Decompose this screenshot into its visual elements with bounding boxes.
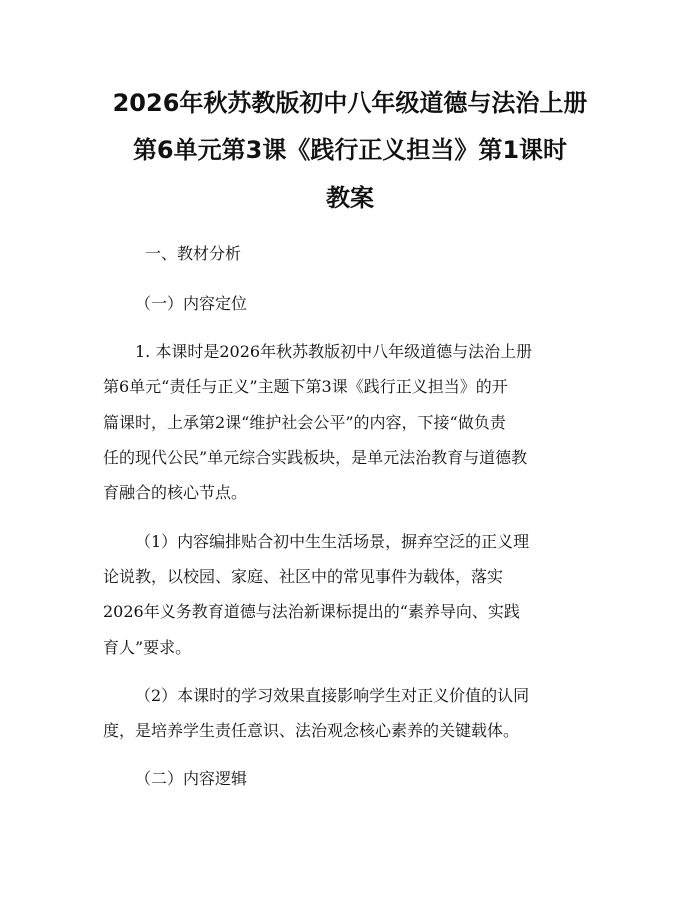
document-title-line-2: 第6单元第3课《践行正义担当》第1课时	[132, 136, 568, 164]
paragraph-2-line: 论说教，以校园、家庭、社区中的常见事件为载体，落实	[103, 567, 504, 586]
section-heading-teaching-material-analysis: 一、教材分析	[145, 244, 242, 263]
subsection-heading-content-positioning: （一）内容定位	[135, 294, 248, 313]
document-title-line-1: 2026年秋苏教版初中八年级道德与法治上册	[112, 89, 588, 117]
paragraph-3-line: 度，是培养学生责任意识、法治观念核心素养的关键载体。	[103, 721, 520, 740]
paragraph-1-line: 任的现代公民”单元综合实践板块，是单元法治教育与道德教	[103, 448, 528, 467]
paragraph-1-line: 1. 本课时是2026年秋苏教版初中八年级道德与法治上册	[135, 342, 533, 361]
paragraph-2-line: 育人”要求。	[103, 638, 192, 657]
paragraph-1-line: 育融合的核心节点。	[103, 483, 248, 502]
paragraph-2-line: 2026年义务教育道德与法治新课标提出的“素养导向、实践	[103, 602, 520, 621]
document-title-line-3: 教案	[326, 184, 374, 212]
paragraph-2-line: （1）内容编排贴合初中生生活场景，摒弃空泛的正义理	[135, 532, 530, 551]
paragraph-1-line: 篇课时，上承第2课“维护社会公平”的内容，下接“做负责	[103, 413, 506, 432]
paragraph-3-line: （2）本课时的学习效果直接影响学生对正义价值的认同	[135, 686, 530, 705]
paragraph-1-line: 第6单元“责任与正义”主题下第3课《践行正义担当》的开	[103, 377, 508, 396]
subsection-heading-content-logic: （二）内容逻辑	[135, 769, 248, 788]
